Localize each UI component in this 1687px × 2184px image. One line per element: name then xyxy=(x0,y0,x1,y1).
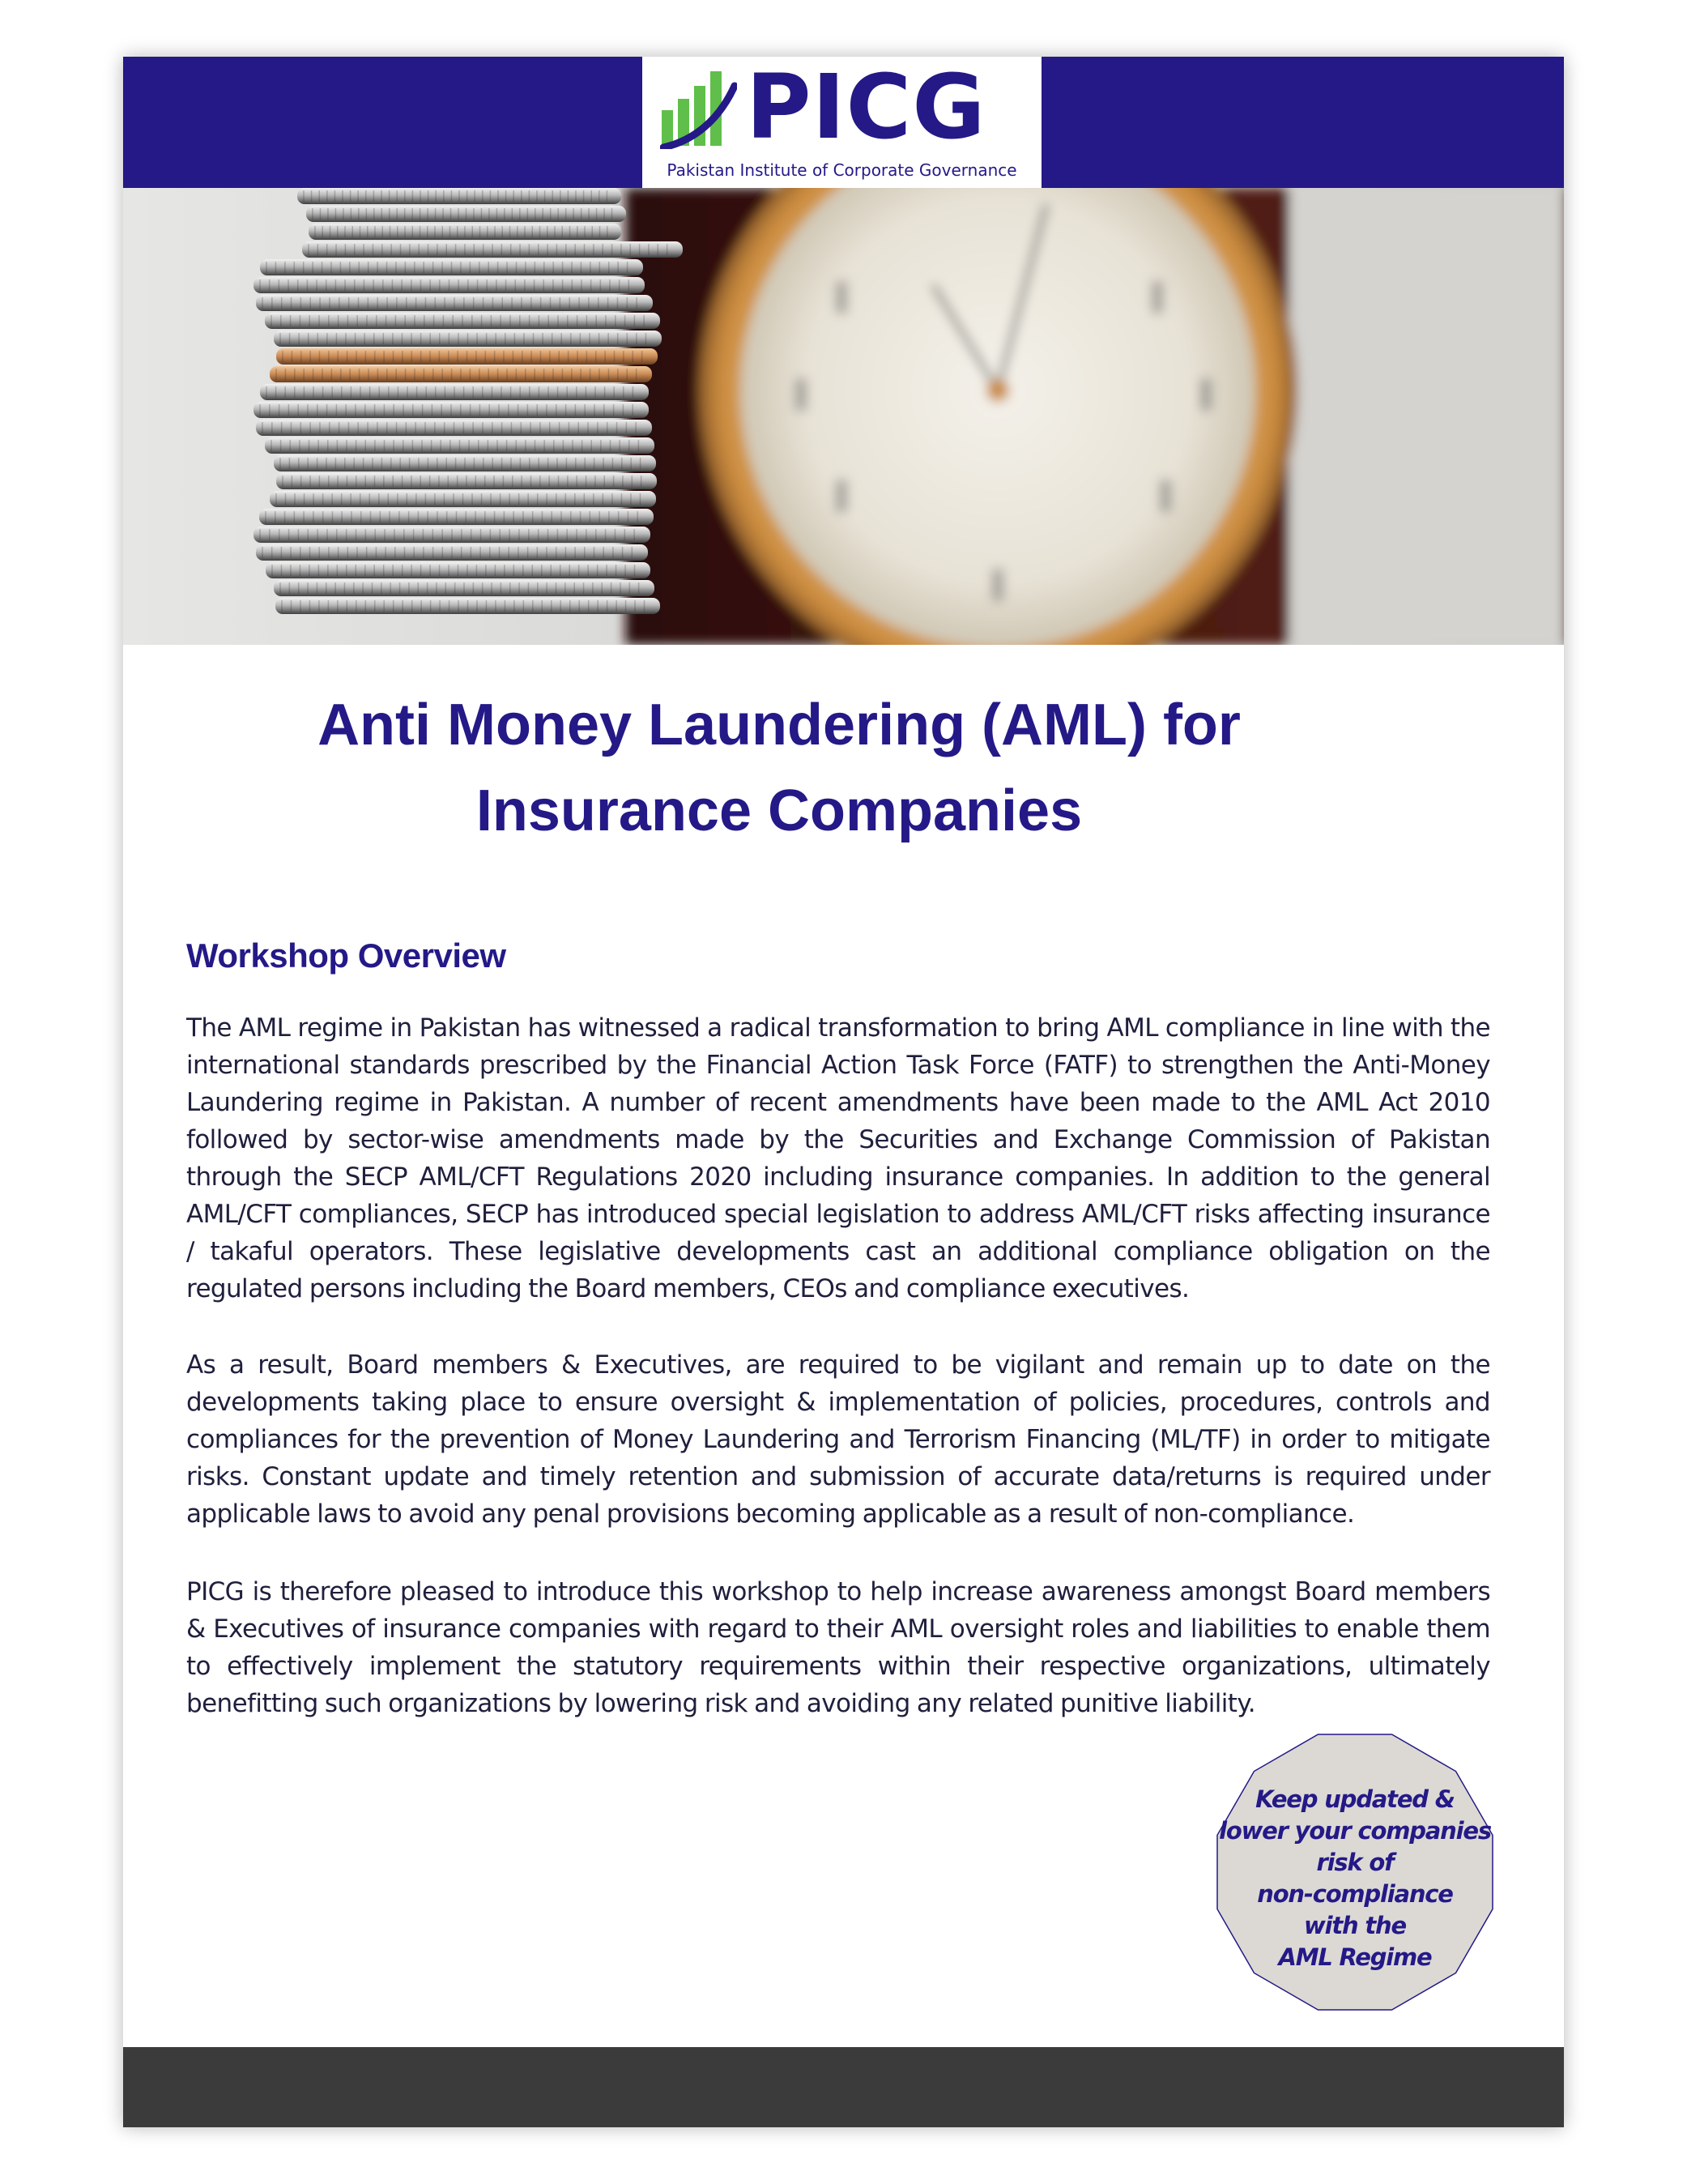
logo-wordmark: PICG xyxy=(746,57,986,159)
paragraph-1: The AML regime in Pakistan has witnessed a radical transformation to bring AML compliance in line with the international standards prescribed by the Financial Action Task Force (FATF) to strengthen the Anti-Money Laundering regime in Pakistan. A number of recent amendments have been made to the AML Act 2010 followed by sector-wise amendments made by the Securities and Exchange Commission of Pakistan through the SECP AML/CFT Regulations 2020 including insurance companies. In addition to the general AML/CFT compliances, SECP has introduced special legislation to address AML/CFT risks affecting insurance / takaful operators. These legislative developments cast an additional compliance obligation on the regulated persons including the Board members, CEOs and compliance executives. xyxy=(186,1013,1490,1303)
badge-line: AML Regime xyxy=(1278,1943,1432,1971)
badge-text xyxy=(1210,1784,1500,1973)
callout-badge xyxy=(1210,1727,1500,2017)
coins-and-clock-photo xyxy=(123,188,1564,645)
hero-image xyxy=(123,188,1564,645)
logo-subtitle: Pakistan Institute of Corporate Governance xyxy=(667,160,1017,180)
paragraph-3: PICG is therefore pleased to introduce this workshop to help increase awareness amongst Board members & Executives of insurance companies with regard to their AML oversight roles and liabilities to enable them to effectively implement the statutory requirements within their respective organizations, ultimately benefitting such organizations by lowering risk and avoiding any related punitive liability. xyxy=(186,1577,1490,1718)
badge-line: lower your companies xyxy=(1219,1817,1491,1845)
section-heading: Workshop Overview xyxy=(186,936,506,975)
badge-line: with the xyxy=(1304,1912,1406,1939)
badge-line: risk of xyxy=(1316,1849,1394,1876)
brochure-page xyxy=(123,57,1564,2127)
badge-line: non-compliance xyxy=(1257,1880,1453,1908)
title-line-1: Anti Money Laundering (AML) for xyxy=(317,693,1241,757)
paragraph-2: As a result, Board members & Executives, are required to be vigilant and remain up to date on the developments taking place to ensure oversight & implementation of policies, procedures, controls and compliances for the prevention of Money Laundering and Terrorism Financing (ML/TF) in order to mitigate risks. Constant update and timely retention and submission of accurate data/returns is required under applicable laws to avoid any penal provisions becoming applicable as a result of non-compliance. xyxy=(186,1350,1490,1529)
picg-logo xyxy=(642,57,1042,188)
bar-chart-logo-icon xyxy=(660,68,737,149)
header-band xyxy=(123,57,1564,188)
title-line-2: Insurance Companies xyxy=(475,778,1083,843)
footer-band xyxy=(123,2047,1564,2127)
page-title xyxy=(123,682,1540,854)
badge-line: Keep updated & xyxy=(1255,1785,1455,1813)
